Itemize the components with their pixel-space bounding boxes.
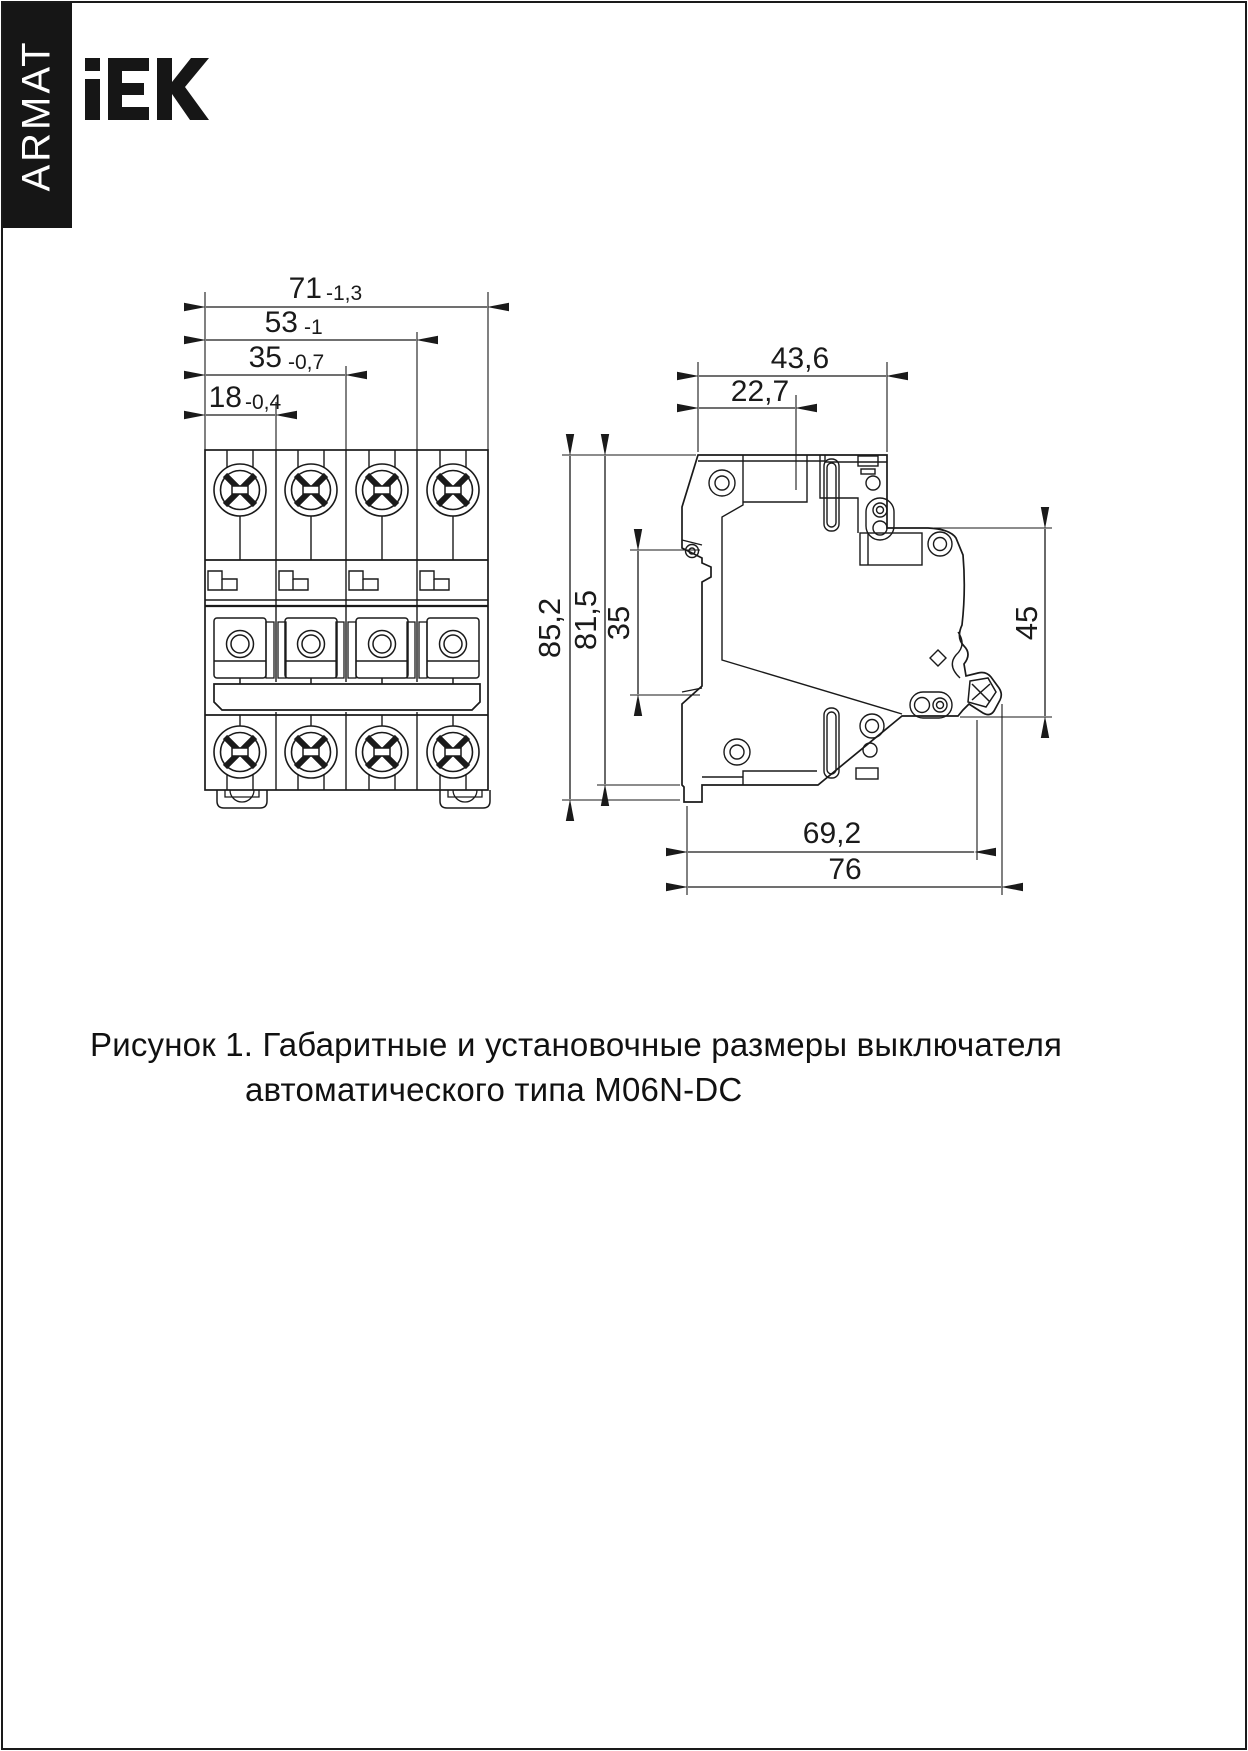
dim-45-label: 45 xyxy=(1009,605,1044,641)
armat-brand-strip xyxy=(3,3,72,228)
front-pole-details xyxy=(208,450,490,808)
dim-18-value: 18 xyxy=(208,381,242,414)
dim-81-5-label: 81,5 xyxy=(568,589,603,651)
dim-18-tolerance: -0,4 xyxy=(245,391,282,414)
dim-71-value: 71 xyxy=(288,272,322,305)
side-view-drawing xyxy=(500,240,1080,920)
dim-43-6-label: 43,6 xyxy=(770,342,830,375)
dim-22-7-label: 22,7 xyxy=(730,375,790,408)
dim-35-value: 35 xyxy=(248,341,282,374)
front-indicator-tabs xyxy=(208,571,449,590)
dim-71-tolerance: -1,3 xyxy=(326,282,363,305)
dim-53-value: 53 xyxy=(264,306,298,339)
side-nameplate-block xyxy=(860,533,922,565)
side-toggle-knob xyxy=(968,678,996,707)
front-handle-tie-bar xyxy=(214,684,480,710)
side-inner-lines xyxy=(682,455,962,785)
front-mounting-feet xyxy=(217,790,490,808)
side-breaker-body xyxy=(682,455,1001,802)
front-view-drawing xyxy=(170,240,510,830)
dim-53-tolerance: -1 xyxy=(304,316,323,339)
dim-85-2-label: 85,2 xyxy=(532,597,567,659)
dim-35-tolerance: -0,7 xyxy=(288,351,325,374)
figure-caption-line1: Рисунок 1. Габаритные и установочные размеры выключателя xyxy=(90,1026,1063,1063)
iek-logo-icon xyxy=(85,52,209,128)
figure-caption-line2: автоматического типа M06N-DC xyxy=(245,1071,743,1108)
dim-35-rail-label: 35 xyxy=(601,605,636,641)
dim-76-label: 76 xyxy=(828,853,862,886)
armat-brand-label: ARMAT xyxy=(15,39,59,192)
dim-69-2-label: 69,2 xyxy=(802,817,862,850)
side-din-slider-slots xyxy=(824,456,878,779)
iek-logo-glyphs xyxy=(85,58,209,120)
side-dimension-lines xyxy=(570,376,1045,887)
front-extension-lines xyxy=(205,292,488,450)
